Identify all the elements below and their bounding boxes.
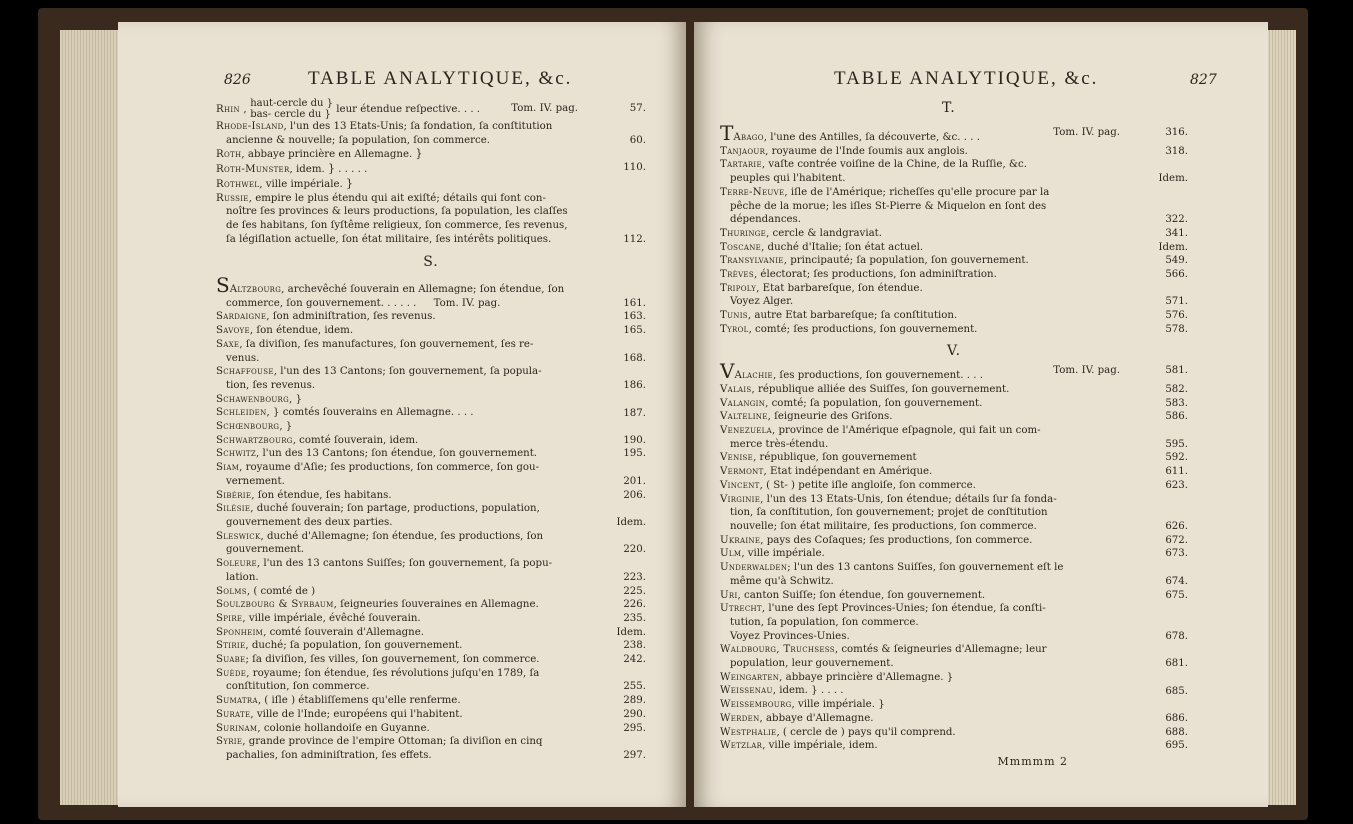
entry-text: , ſeigneuries ſouveraines en Allemagne. xyxy=(333,599,539,611)
index-entry xyxy=(720,158,1188,185)
entry-headword: Siam xyxy=(216,462,240,474)
entry-page-ref: 168. xyxy=(623,352,646,364)
entry-headword: Tyrol xyxy=(720,323,749,335)
entry-text: , vaſte contrée voiſine de la Chine, de la Ruſſie, &c. xyxy=(761,159,1027,171)
entry-page-ref: 242. xyxy=(623,654,646,666)
entry-group-weingarten: Weingarten, abbaye princière d'Allemagne. } Weissenau, idem. } . . . . Weissembourg, ville impériale. } 685. xyxy=(720,671,1188,711)
index-entry xyxy=(720,451,1188,465)
entry-text: , cercle & landgraviat. xyxy=(766,227,882,239)
entry-page-ref: 623. xyxy=(1165,479,1188,491)
entry-page-ref: 673. xyxy=(1165,548,1188,560)
index-entry xyxy=(216,639,646,653)
entry-page-ref: 582. xyxy=(1165,383,1188,395)
entry-list xyxy=(216,98,646,763)
entry-text: , ſon étendue, ſes habitans. xyxy=(251,489,392,501)
entry-page-ref: 225. xyxy=(623,585,646,597)
entry-page-ref: 583. xyxy=(1165,397,1188,409)
entry-page-ref: 688. xyxy=(1165,726,1188,738)
entry-text: , iſle de l'Amérique; richeſſes qu'elle procure par la xyxy=(784,186,1050,198)
index-entry xyxy=(720,589,1188,603)
entry-text: , comté ſouverain d'Allemagne. xyxy=(263,626,425,638)
section-heading-s: S. xyxy=(423,254,439,271)
entry-text: , Etat barbareſque, ſon étendue. xyxy=(756,282,923,294)
entry-continuation: Voyez Provinces-Unies. xyxy=(730,630,850,642)
entry-headword: Soulzbourg & Syrbaum xyxy=(216,599,334,611)
entry-page-ref: Idem. xyxy=(616,516,646,528)
entry-text: , duché d'Italie; ſon état actuel. xyxy=(761,241,924,253)
entry-headword: Suabe xyxy=(216,654,246,666)
index-entry xyxy=(720,282,1188,309)
entry-saltzbourg: SAltzbourg, archevêché ſouverain en Allemagne; ſon étendue, ſon commerce, ſon gouvernement. . . . . . Tom. IV. pag. 161. xyxy=(216,273,646,309)
entry-page-ref: 695. xyxy=(1165,740,1188,752)
entry-text: , duché; ſa population, ſon gouvernement. xyxy=(245,640,463,652)
entry-text: , ſa diviſion, ſes manufactures, ſon gouvernement, ſes re- xyxy=(239,338,534,350)
entry-page-ref: 626. xyxy=(1165,520,1188,532)
entry-valachie: VAlachie, ſes productions, ſon gouvernement. . . . Tom. IV. pag. 581. xyxy=(720,359,1188,384)
index-entry xyxy=(216,434,646,448)
entry-list xyxy=(720,121,1188,769)
entry-page-ref: 297. xyxy=(623,749,646,761)
entry-page-ref: 201. xyxy=(623,475,646,487)
entry-page-ref: 295. xyxy=(623,722,646,734)
entry-continuation: tion, ſa conſtitution, ſon gouvernement; projet de conſtitution xyxy=(730,507,1048,519)
entry-page-ref: 220. xyxy=(623,544,646,556)
entry-page-ref: 675. xyxy=(1165,589,1188,601)
entry-headword: Thuringe xyxy=(720,227,767,239)
entry-headword: Waldbourg, Truchsess xyxy=(720,644,835,656)
entry-group-schawenbourg: Schawenbourg, } Schleiden, } comtés ſouverains en Allemagne. . . . Schœnbourg, } 187. xyxy=(216,393,646,433)
entry-text: , ville impériale, évêché ſouverain. xyxy=(242,612,421,624)
entry-headword: Savoye xyxy=(216,325,250,337)
entry-headword: Sponheim xyxy=(216,626,264,638)
page-edges-right xyxy=(1266,30,1296,805)
index-entry xyxy=(216,365,646,392)
entry-page-ref: 195. xyxy=(623,448,646,460)
entry-headword: Suède xyxy=(216,667,247,679)
index-entry xyxy=(216,626,646,640)
entry-text: , ( cercle de ) pays qu'il comprend. xyxy=(776,726,956,738)
entry-russie: Russie, empire le plus étendu qui ait exiſté; détails qui font con- noître ſes provinces & leurs productions, ſa population, les claſſes de ſes habitans, ſon ſyſtême religieux, ſon commerce, ſes revenus, ſa légiſlation actuelle, ſon état militaire, ſes intérêts politiques. 112. xyxy=(216,192,646,245)
entry-text: , province de l'Amérique eſpagnole, qui fait un com- xyxy=(771,425,1041,437)
entry-text: , électorat; ſes productions, ſon adminiſtration. xyxy=(753,269,997,281)
entry-text: , grande province de l'empire Ottoman; ſa diviſion en cinq xyxy=(242,736,543,748)
entry-page-ref: 678. xyxy=(1165,630,1188,642)
entry-page-ref: 60. xyxy=(629,134,646,146)
entry-text: , ville impériale. xyxy=(741,548,825,560)
index-entry xyxy=(720,309,1188,323)
entry-text: , république, ſon gouvernement xyxy=(753,452,917,464)
index-entry xyxy=(720,254,1188,268)
entry-headword: Solms xyxy=(216,585,247,597)
entry-text: , l'un des 13 Cantons; ſon gouvernement, ſa popula- xyxy=(273,366,542,378)
entry-text: ; l'un des 13 cantons Suiſſes, ſon gouvernement eſt le xyxy=(787,562,1064,574)
entry-headword: Syrie xyxy=(216,736,243,748)
entry-text: , l'un des 13 Etats-Unis; ſa fondation, ſa conſtitution xyxy=(283,121,553,132)
entry-headword: Venise xyxy=(720,452,754,464)
entry-page-ref: 681. xyxy=(1165,658,1188,670)
index-entry xyxy=(216,694,646,708)
entry-headword: Transylvanie xyxy=(720,255,784,267)
entry-text: , principauté; ſa population, ſon gouvernement. xyxy=(783,255,1029,267)
index-entry xyxy=(216,461,646,488)
entry-page-ref: 238. xyxy=(623,640,646,652)
left-page xyxy=(118,22,686,807)
entry-continuation: pêche de la morue; les iſles St-Pierre & Miquelon en ſont des xyxy=(730,200,1047,212)
index-entry xyxy=(720,726,1188,740)
entry-headword: Venezuela xyxy=(720,425,772,437)
index-entry xyxy=(216,612,646,626)
entry-continuation: gouvernement des deux parties. xyxy=(226,516,393,528)
entry-headword: Sumatra xyxy=(216,695,258,707)
entry-headword: Valangin xyxy=(720,397,766,409)
entry-headword: Schaffouse xyxy=(216,366,274,378)
entry-page-ref: 290. xyxy=(623,708,646,720)
entry-page-ref: Idem. xyxy=(616,626,646,638)
entry-continuation: tion, ſes revenus. xyxy=(226,379,316,391)
entry-headword: Ukraine xyxy=(720,534,761,546)
index-entry xyxy=(720,424,1188,451)
entry-page-ref: Idem. xyxy=(1158,241,1188,253)
entry-headword: Terre-Neuve xyxy=(720,186,785,198)
entry-headword: Utrecht xyxy=(720,603,762,615)
page-number: 827 xyxy=(1190,72,1217,88)
entry-headword: Wetzlar xyxy=(720,740,763,752)
entry-page-ref: 672. xyxy=(1165,534,1188,546)
entry-text: , royaume; ſon étendue, ſes révolutions juſqu'en 1789, ſa xyxy=(246,667,540,679)
index-entry xyxy=(720,602,1188,643)
index-entry xyxy=(216,338,646,365)
entry-page-ref: 186. xyxy=(623,379,646,391)
section-heading-v: V. xyxy=(946,342,962,359)
index-entry xyxy=(720,739,1188,753)
index-entry xyxy=(720,383,1188,397)
right-page xyxy=(694,22,1268,807)
entry-page-ref: 255. xyxy=(623,681,646,693)
signature-mark: Mmmmm 2 xyxy=(997,754,1068,768)
entry-text: , duché d'Allemagne; ſon étendue, ſes productions, ſon xyxy=(260,530,544,542)
entry-continuation: dépendances. xyxy=(730,214,802,226)
entry-continuation: venus. xyxy=(226,352,260,364)
index-entry xyxy=(720,712,1188,726)
entry-text: ; ſa diviſion, ſes villes, ſon gouvernement, ſon commerce. xyxy=(245,654,540,666)
entry-headword: Saxe xyxy=(216,338,240,350)
entry-continuation: nouvelle; ſon état militaire, ſes productions, ſon commerce. xyxy=(730,520,1037,532)
entry-page-ref: 571. xyxy=(1165,296,1188,308)
entry-page-ref: 223. xyxy=(623,571,646,583)
index-entry xyxy=(216,722,646,736)
entry-headword: Sleswick xyxy=(216,530,261,542)
entry-headword: Sibérie xyxy=(216,489,252,501)
index-entry xyxy=(720,227,1188,241)
entry-continuation: pachalies, ſon adminiſtration, ſes effets. xyxy=(226,749,432,761)
entry-headword: Trèves xyxy=(720,269,754,281)
index-entry xyxy=(216,489,646,503)
entry-text: , comtés & ſeigneuries d'Allemagne; leur xyxy=(834,644,1047,656)
entry-text: , royaume de l'Inde ſoumis aux anglois. xyxy=(765,145,968,157)
entry-continuation: ancienne & nouvelle; ſa population, ſon commerce. xyxy=(226,134,490,146)
index-entry xyxy=(216,447,646,461)
index-entry xyxy=(720,643,1188,670)
entry-headword: Sardaigne xyxy=(216,311,267,323)
entry-text: , Etat indépendant en Amérique. xyxy=(763,466,933,478)
entry-text: , autre Etat barbareſque; ſa conſtitution. xyxy=(747,310,958,322)
entry-page-ref: 566. xyxy=(1165,269,1188,281)
entry-headword: Valais xyxy=(720,383,752,395)
entry-text: , l'un des 13 cantons Suiſſes; ſon gouvernement, ſa popu- xyxy=(256,558,553,570)
index-entry xyxy=(720,268,1188,282)
entry-page-ref: 686. xyxy=(1165,712,1188,724)
running-head: TABLE ANALYTIQUE, &c. xyxy=(834,68,1099,89)
entry-page-ref: 576. xyxy=(1165,310,1188,322)
entry-text: , ( iſle ) établiſſemens qu'elle renferme. xyxy=(257,695,461,707)
entry-continuation: tution, ſa population, ſon commerce. xyxy=(730,616,919,628)
entry-headword: Vincent xyxy=(720,479,760,491)
index-entry xyxy=(720,323,1188,337)
entry-text: , l'un des 13 Etats-Unis, ſon étendue; détails ſur ſa fonda- xyxy=(760,493,1057,505)
entry-text: , ville de l'Inde; européens qui l'habitent. xyxy=(250,708,463,720)
index-entry xyxy=(720,465,1188,479)
entry-text: , l'une des ſept Provinces-Unies; ſon étendue, ſa conſti- xyxy=(761,603,1046,615)
index-entry xyxy=(720,561,1188,588)
entry-headword: Virginie xyxy=(720,493,761,505)
entry-text: , ſon adminiſtration, ſes revenus. xyxy=(266,311,436,323)
entry-headword: Tanjaour xyxy=(720,145,766,157)
entry-headword: Ulm xyxy=(720,548,742,560)
entry-headword: Uri xyxy=(720,589,738,601)
index-entry xyxy=(216,653,646,667)
index-entry xyxy=(720,410,1188,424)
entry-headword: Schwartzbourg xyxy=(216,434,293,446)
entry-continuation: conſtitution, ſon commerce. xyxy=(226,681,370,693)
index-entry xyxy=(216,310,646,324)
entry-page-ref: 341. xyxy=(1165,227,1188,239)
entry-continuation: gouvernement. xyxy=(226,544,305,556)
entry-headword: Underwalden xyxy=(720,562,788,574)
entry-text: , duché ſouverain; ſon partage, productions, population, xyxy=(250,503,540,515)
entry-page-ref: 674. xyxy=(1165,575,1188,587)
index-entry xyxy=(216,667,646,694)
entry-text: , ſeigneurie des Griſons. xyxy=(767,411,893,423)
entry-tabago: TAbago, l'une des Antilles, ſa découverte, &c. . . . Tom. IV. pag. 316. xyxy=(720,121,1188,145)
entry-headword: Soleure xyxy=(216,558,257,570)
entry-page-ref: 206. xyxy=(623,489,646,501)
entry-continuation: merce très-étendu. xyxy=(730,438,829,450)
entry-text: , ( St- ) petite iſle angloiſe, ſon commerce. xyxy=(759,479,976,491)
index-entry xyxy=(216,585,646,599)
entry-headword: Stirie xyxy=(216,640,246,652)
entry-headword: Tripoly xyxy=(720,282,757,294)
entry-text: , royaume d'Aſie; ſes productions, ſon commerce, ſon gou- xyxy=(239,462,540,474)
entry-headword: Toscane xyxy=(720,241,762,253)
entry-page-ref: 165. xyxy=(623,325,646,337)
entry-page-ref: 611. xyxy=(1165,466,1188,478)
index-entry xyxy=(216,598,646,612)
entry-continuation: Voyez Alger. xyxy=(730,296,794,308)
entry-page-ref: 163. xyxy=(623,311,646,323)
entry-page-ref: 595. xyxy=(1165,438,1188,450)
entry-continuation: population, leur gouvernement. xyxy=(730,658,894,670)
entry-headword: Vermont xyxy=(720,466,764,478)
section-heading-t: T. xyxy=(942,100,956,116)
entry-page-ref: 190. xyxy=(623,434,646,446)
entry-text: , comté; ſes productions, ſon gouvernement. xyxy=(748,323,978,335)
entry-headword: Rhode-Island xyxy=(216,121,284,132)
entry-continuation: peuples qui l'habitent. xyxy=(730,173,846,185)
index-entry xyxy=(720,241,1188,255)
entry-headword: Werden xyxy=(720,712,760,724)
index-entry xyxy=(720,479,1188,493)
entry-page-ref: Idem. xyxy=(1158,173,1188,185)
entry-text: , comté; ſa population, ſon gouvernement. xyxy=(765,397,983,409)
entry-group-roth: Roth, abbaye princière en Allemagne. } Roth-Munster, idem. } . . . . . Rothwel, ville impériale. } 110. xyxy=(216,147,646,190)
entry-page-ref: 289. xyxy=(623,695,646,707)
entry-page-ref: 235. xyxy=(623,612,646,624)
entry-headword: Tartarie xyxy=(720,159,762,171)
entry-page-ref: 549. xyxy=(1165,255,1188,267)
entry-text: , canton Suiſſe; ſon étendue, ſon gouvernement. xyxy=(737,589,986,601)
entry-headword: Schwitz xyxy=(216,448,257,460)
index-entry xyxy=(720,493,1188,534)
entry-text: , abbaye d'Allemagne. xyxy=(759,712,874,724)
entry-headword: Spire xyxy=(216,612,243,624)
entry-text: , pays des Coſaques; ſes productions, ſon commerce. xyxy=(760,534,1033,546)
entry-continuation: lation. xyxy=(226,571,259,583)
entry-headword: Silésie xyxy=(216,503,251,515)
entry-rhin: Rhin , haut-cercle du } bas- cercle du } leur étendue reſpective. . . . Tom. IV. pag. 57. xyxy=(216,98,646,120)
entry-text: , république alliée des Suiſſes, ſon gouvernement. xyxy=(751,383,1010,395)
entry-text: , colonie hollandoiſe en Guyanne. xyxy=(257,722,430,734)
index-entry xyxy=(720,397,1188,411)
page-edges-left xyxy=(60,30,120,805)
entry-page-ref: 226. xyxy=(623,599,646,611)
page-number: 826 xyxy=(224,72,251,88)
entry-page-ref: 592. xyxy=(1165,452,1188,464)
entry-headword: Westphalie xyxy=(720,726,777,738)
entry-page-ref: 322. xyxy=(1165,214,1188,226)
entry-continuation: vernement. xyxy=(226,475,285,487)
index-entry xyxy=(720,534,1188,548)
entry-text: , l'un des 13 Cantons; ſon étendue, ſon gouvernement. xyxy=(256,448,538,460)
entry-headword: Tunis xyxy=(720,310,748,322)
index-entry xyxy=(720,145,1188,159)
index-entry xyxy=(216,708,646,722)
entry-continuation: même qu'à Schwitz. xyxy=(730,575,834,587)
entry-page-ref: 318. xyxy=(1165,145,1188,157)
index-entry xyxy=(216,735,646,762)
entry-headword: Surate xyxy=(216,708,251,720)
running-head: TABLE ANALYTIQUE, &c. xyxy=(308,68,573,89)
index-entry xyxy=(216,557,646,584)
entry-text: , ſon étendue, idem. xyxy=(249,325,354,337)
entry-page-ref: 578. xyxy=(1165,323,1188,335)
index-entry xyxy=(216,324,646,338)
index-entry xyxy=(720,547,1188,561)
index-entry xyxy=(216,120,646,147)
entry-headword: Valteline xyxy=(720,411,768,423)
index-entry xyxy=(216,502,646,529)
entry-text: , comté ſouverain, idem. xyxy=(292,434,419,446)
index-entry xyxy=(720,186,1188,227)
index-entry xyxy=(216,530,646,557)
entry-text: , ville impériale, idem. xyxy=(762,740,878,752)
entry-headword: Surinam xyxy=(216,722,258,734)
entry-text: , ( comté de ) xyxy=(246,585,316,597)
entry-page-ref: 586. xyxy=(1165,411,1188,423)
